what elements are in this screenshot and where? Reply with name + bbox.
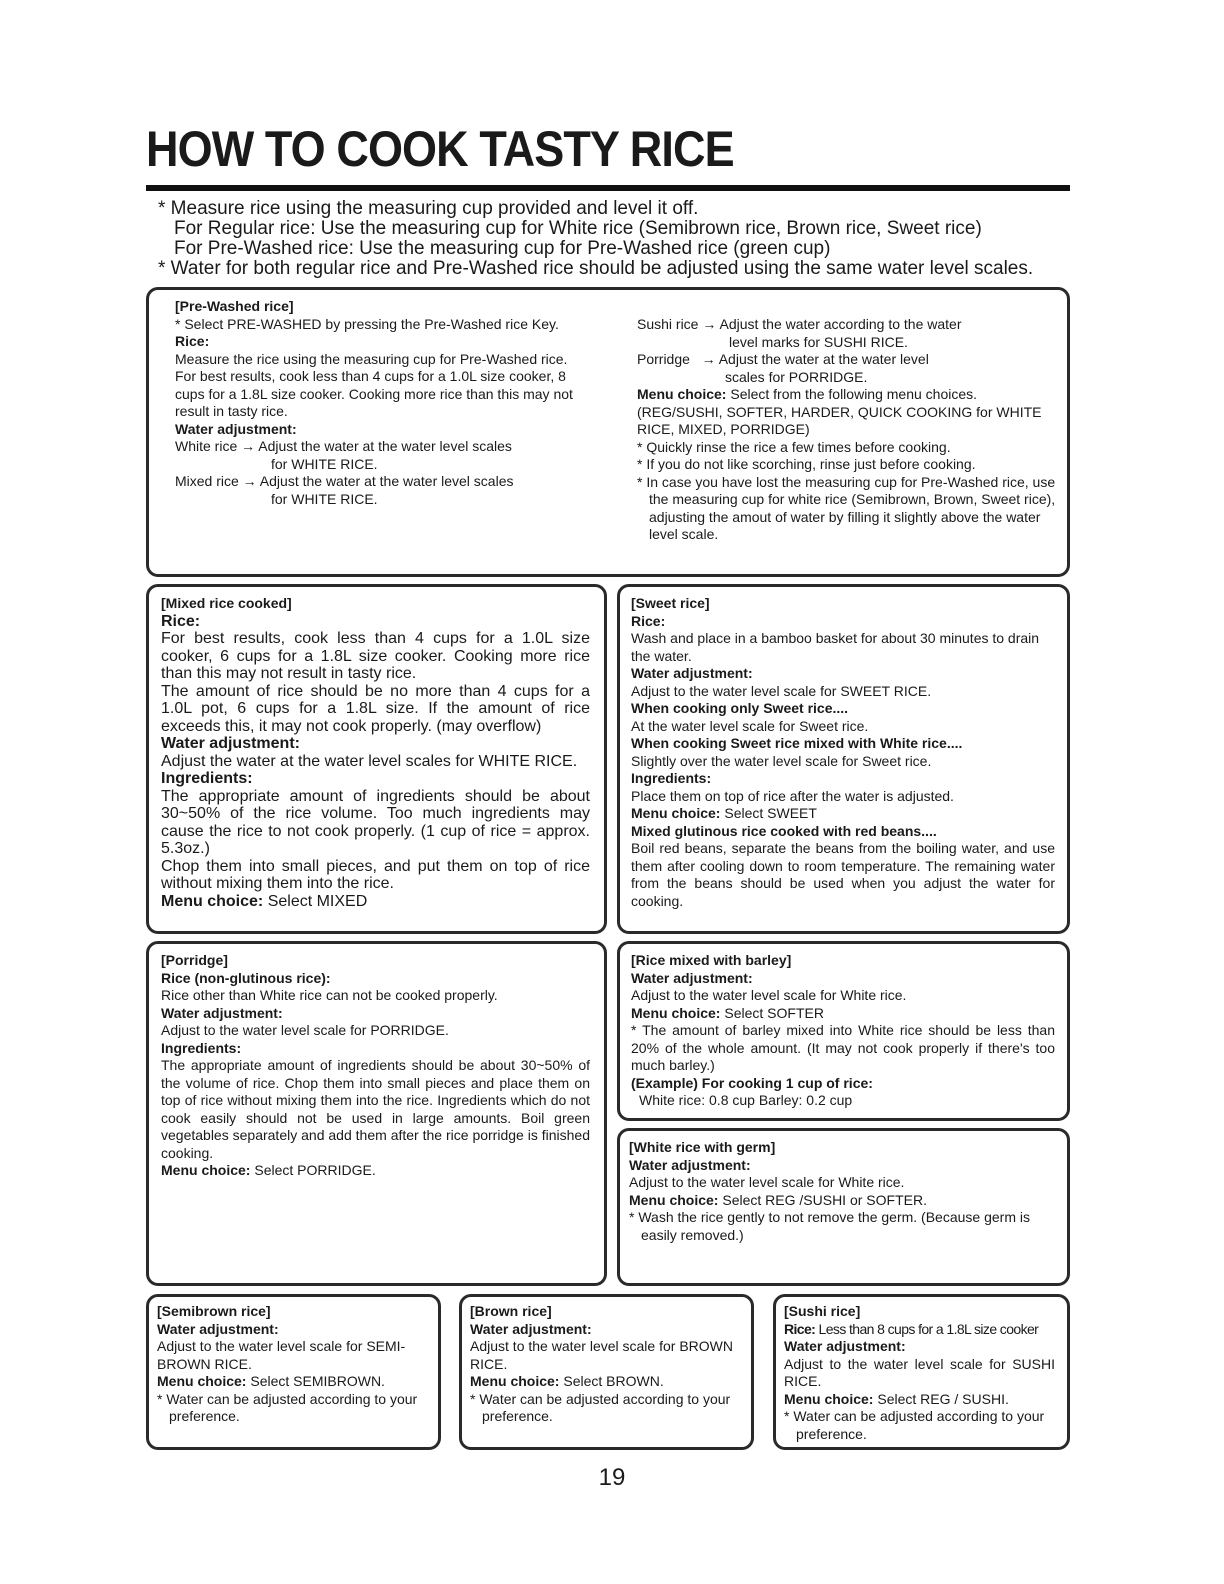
page-number: 19: [598, 1464, 626, 1491]
menu-choice-text: Select BROWN.: [563, 1373, 664, 1389]
water-adjustment-text: Adjust to the water level scale for BROWN RICE.: [470, 1338, 733, 1372]
white-rice-water-line: for WHITE RICE.: [271, 455, 378, 472]
only-sweet-text: At the water level scale for Sweet rice.: [631, 717, 869, 734]
ingredients-text: Chop them into small pieces, and put them on top of rice without mixing them into the rice.: [161, 857, 590, 892]
water-adjustment-text: Adjust to the water level scale for SUSHI RICE.: [784, 1355, 1055, 1389]
mixed-rice-water-line: for WHITE RICE.: [271, 490, 378, 507]
section-heading: [Sweet rice]: [631, 595, 710, 611]
water-adjustment-label: Water adjustment:: [470, 1320, 592, 1337]
section-heading: [Mixed rice cooked]: [161, 595, 292, 611]
water-adjustment-label: Water adjustment:: [631, 969, 753, 986]
menu-choice-label: Menu choice:: [629, 1191, 719, 1208]
ingredients-label: Ingredients:: [161, 770, 253, 787]
brown-rice-box: [459, 1294, 754, 1450]
menu-choice-text: Select REG / SUSHI.: [877, 1390, 1009, 1407]
prewashed-right-column: [637, 316, 1057, 544]
sweet-mixed-white-label: When cooking Sweet rice mixed with White rice....: [631, 735, 963, 751]
ingredients-label: Ingredients:: [631, 770, 712, 786]
water-adjustment-label: Water adjustment:: [161, 1004, 283, 1021]
ingredients-text: The appropriate amount of ingredients should be about 30~50% of the volume of rice. Chop them into small pieces and place them on top of rice without mixing them into the rice. Ingredients which do not cook easily should not be used in large amounts. Boil green vegetables separately and add them after the rice porridge is finished cooking.: [161, 1057, 590, 1161]
menu-choice-text: Select PORRIDGE.: [254, 1162, 376, 1178]
page-title: HOW TO COOK TASTY RICE: [146, 121, 734, 177]
germ-rice-box: [617, 1128, 1070, 1286]
prewashed-note: * If you do not like scorching, rinse just before cooking.: [637, 456, 976, 472]
water-adjustment-text: Adjust the water at the water level scales for WHITE RICE.: [161, 752, 578, 770]
ingredients-text: The appropriate amount of ingredients should be about 30~50% of the rice volume. Too much ingredients may cause the rice to not cook properly. (1 cup of rice = approx. 5.3oz.): [161, 787, 590, 857]
sweet-rice-box: [617, 584, 1070, 934]
rice-label: Rice:: [784, 1320, 816, 1337]
section-heading: [White rice with germ]: [629, 1139, 776, 1155]
menu-choice-label: Menu choice:: [470, 1373, 560, 1389]
water-adjustment-label: Water adjustment:: [784, 1338, 906, 1354]
best-results-text: For best results, cook less than 4 cups for a 1.0L size cooker, 8 cups for a 1.8L size cooker. Cooking more rice than this may not result in tasty rice.: [175, 368, 573, 419]
menu-choice-text: Select SEMIBROWN.: [250, 1373, 385, 1389]
ingredients-text: Place them on top of rice after the water is adjusted.: [631, 787, 954, 804]
white-rice-water-line: White rice → Adjust the water at the water level scales: [175, 438, 512, 454]
sushi-rice-box: [773, 1294, 1070, 1450]
red-beans-text: Boil red beans, separate the beans from the boiling water, and use them after cooling down to room temperature. The remaining water from the beans should be used when you adjust the water for cooking.: [631, 840, 1055, 909]
water-adjustment-text: Adjust to the water level scale for SWEET RICE.: [631, 682, 932, 699]
only-sweet-label: When cooking only Sweet rice....: [631, 700, 849, 716]
semibrown-rice-box: [146, 1294, 441, 1450]
rice-text: Less than 8 cups for a 1.8L size cooker: [818, 1320, 1039, 1337]
rice-text: Rice other than White rice can not be cooked properly.: [161, 987, 498, 1003]
rice-text: For best results, cook less than 4 cups for a 1.0L size cooker, 6 cups for a 1.8L size cooker. Cooking more rice than this may not result in tasty rice.: [161, 630, 590, 682]
menu-choice-label: Menu choice:: [631, 1004, 721, 1021]
barley-rice-box: [617, 941, 1070, 1121]
intro-line: * Measure rice using the measuring cup provided and level it off.: [158, 198, 699, 219]
ingredients-label: Ingredients:: [161, 1039, 242, 1056]
title-rule: [146, 185, 1070, 191]
menu-choice-label: Menu choice:: [637, 386, 727, 402]
porridge-water-line: Porridge → Adjust the water at the water level: [637, 351, 929, 367]
porridge-box: [146, 941, 607, 1286]
intro-notes: [158, 199, 1058, 279]
water-adjustment-text: Adjust to the water level scale for White rice.: [631, 987, 907, 1003]
menu-choice-text: Select MIXED: [267, 892, 368, 910]
intro-line: For Regular rice: Use the measuring cup for White rice (Semibrown rice, Brown rice, Sweet rice): [174, 218, 982, 239]
germ-note: * Wash the rice gently to not remove the germ. (Because germ is easily removed.): [629, 1209, 1030, 1243]
menu-choice-text: Select SOFTER: [724, 1004, 824, 1021]
water-preference-note: * Water can be adjusted according to your preference.: [470, 1390, 731, 1424]
water-adjustment-label: Water adjustment:: [629, 1156, 751, 1173]
menu-choice-label: Menu choice:: [161, 1162, 251, 1178]
water-preference-note: * Water can be adjusted according to your preference.: [784, 1408, 1045, 1442]
sweet-mixed-white-text: Slightly over the water level scale for Sweet rice.: [631, 752, 932, 769]
water-adjustment-label: Water adjustment:: [161, 735, 300, 752]
menu-choice-label: Menu choice:: [784, 1390, 874, 1407]
rice-label: Rice:: [631, 612, 666, 629]
section-heading: [Brown rice]: [470, 1303, 552, 1319]
section-heading: [Sushi rice]: [784, 1303, 861, 1319]
prewashed-rice-box: [146, 287, 1070, 577]
section-heading: [Rice mixed with barley]: [631, 952, 792, 968]
example-text: White rice: 0.8 cup Barley: 0.2 cup: [639, 1092, 853, 1108]
section-heading: [Pre-Washed rice]: [175, 298, 294, 314]
sushi-rice-water-line: level marks for SUSHI RICE.: [729, 333, 908, 350]
rice-label: Rice (non-glutinous rice):: [161, 969, 331, 986]
water-adjustment-label: Water adjustment:: [631, 665, 753, 681]
rice-text: Wash and place in a bamboo basket for about 30 minutes to drain the water.: [631, 630, 1040, 664]
water-adjustment-label: Water adjustment:: [157, 1320, 279, 1337]
prewashed-note: * Quickly rinse the rice a few times before cooking.: [637, 438, 951, 455]
water-adjustment-text: Adjust to the water level scale for White rice.: [629, 1174, 905, 1190]
rice-label: Rice:: [175, 333, 210, 349]
water-adjustment-text: Adjust to the water level scale for SEMI-BROWN RICE.: [157, 1338, 406, 1372]
rice-text: Measure the rice using the measuring cup for Pre-Washed rice.: [175, 350, 568, 367]
menu-choice-label: Menu choice:: [161, 892, 264, 910]
menu-choice-text: Select REG /SUSHI or SOFTER.: [722, 1191, 927, 1208]
sushi-rice-water-line: Sushi rice → Adjust the water according to the water: [637, 316, 962, 332]
menu-choice-label: Menu choice:: [631, 805, 721, 821]
mixed-rice-water-line: Mixed rice → Adjust the water at the water level scales: [175, 473, 514, 489]
prewashed-select-note: * Select PRE-WASHED by pressing the Pre-Washed rice Key.: [175, 315, 559, 332]
section-heading: [Semibrown rice]: [157, 1303, 271, 1319]
prewashed-note: * In case you have lost the measuring cup for Pre-Washed rice, use the measuring cup for white rice (Semibrown, Brown, Sweet rice), adjusting the amout of water by filling it slightly above the water level scale.: [637, 473, 1056, 542]
water-adjustment-text: Adjust to the water level scale for PORRIDGE.: [161, 1022, 449, 1038]
water-preference-note: * Water can be adjusted according to your preference.: [157, 1390, 418, 1424]
intro-line: * Water for both regular rice and Pre-Washed rice should be adjusted using the same water level scales.: [158, 258, 1034, 279]
example-label: (Example) For cooking 1 cup of rice:: [631, 1074, 873, 1091]
section-heading: [Porridge]: [161, 952, 228, 968]
rice-text: The amount of rice should be no more than 4 cups for a 1.0L pot, 6 cups for a 1.8L size. If the amount of rice exceeds this, it may not cook properly. (may overflow): [161, 682, 590, 735]
mixed-rice-box: [146, 584, 607, 934]
rice-label: Rice:: [161, 612, 201, 630]
barley-note: * The amount of barley mixed into White rice should be less than 20% of the whole amount. (It may not cook properly if there's too much barley.): [631, 1022, 1055, 1073]
porridge-water-line: scales for PORRIDGE.: [725, 368, 868, 385]
menu-choice-text: Select SWEET: [724, 805, 817, 821]
red-beans-label: Mixed glutinous rice cooked with red beans....: [631, 822, 937, 839]
menu-choice-label: Menu choice:: [157, 1373, 247, 1389]
prewashed-left-column: [175, 298, 595, 508]
water-adjustment-label: Water adjustment:: [175, 420, 297, 437]
intro-line: For Pre-Washed rice: Use the measuring cup for Pre-Washed rice (green cup): [174, 238, 831, 259]
menu-choice-text: Select from the following menu choices. (REG/SUSHI, SOFTER, HARDER, QUICK COOKING for WHITE RICE, MIXED, PORRIDGE): [637, 386, 1042, 437]
